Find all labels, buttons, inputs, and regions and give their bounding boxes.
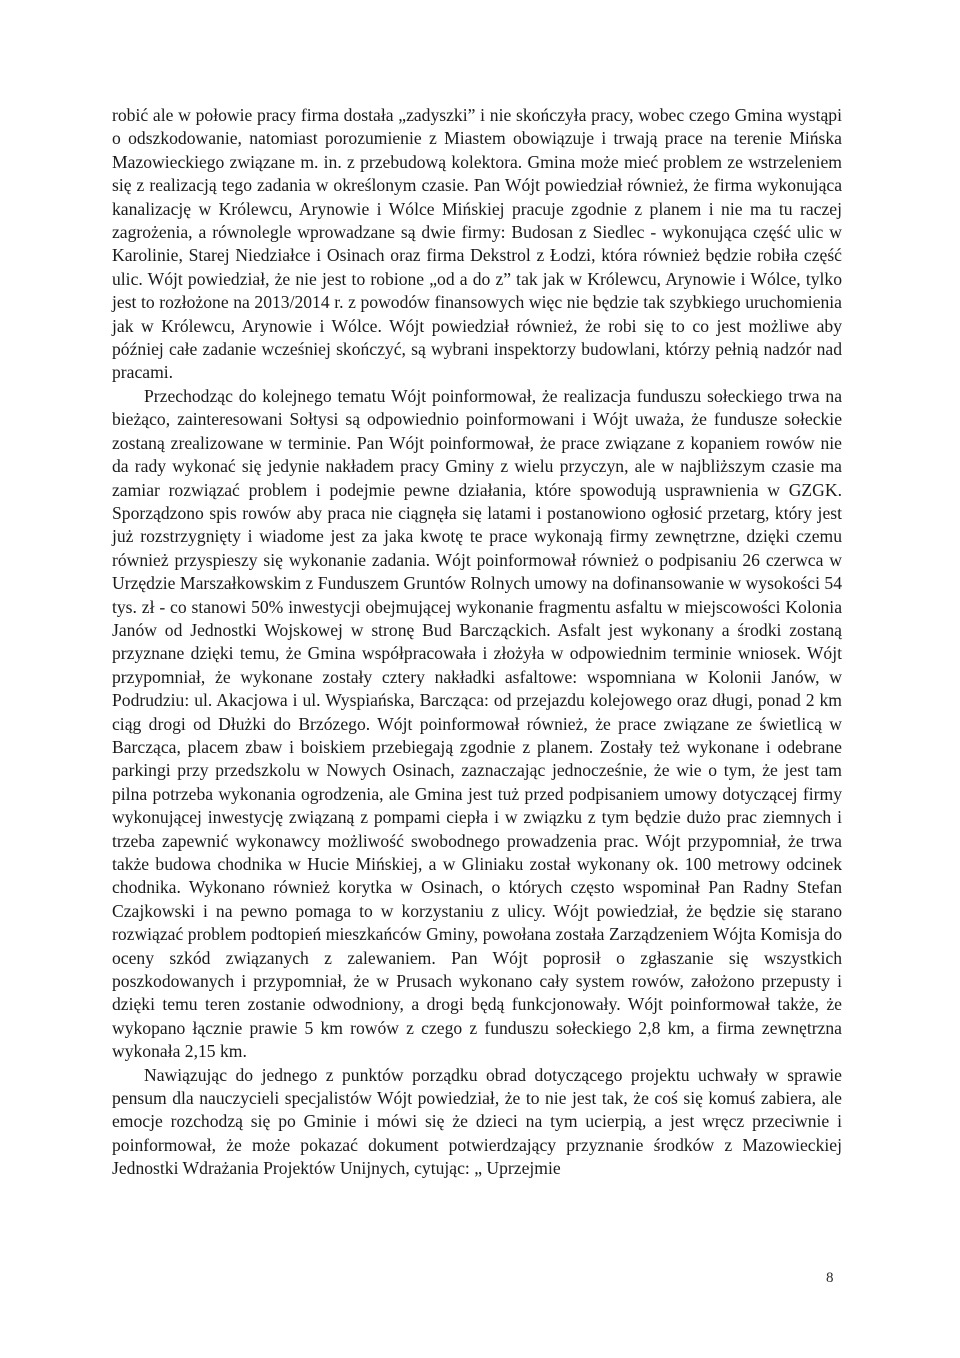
page-number: 8 — [826, 1270, 834, 1286]
paragraph-pensum-nauczycieli: Nawiązując do jednego z punktów porządku obrad dotyczącego projektu uchwały w sprawie pensum dla nauczycieli specjalistów Wójt powiedział, że to nie jest tak, że coś się komuś zabiera, ale emocje rozchodzą się po Gminie i mówi się że dzieci na tym ucierpią, a jest wręcz przeciwnie i poinformował, że może pokazać dokument potwierdzający przyznanie środków z Mazowieckiej Jednostki Wdrażania Projektów Unijnych, cytując: „ Uprzejmie — [112, 1064, 842, 1179]
paragraph-fundusz-solecki: Przechodząc do kolejnego tematu Wójt poinformował, że realizacja funduszu sołeckiego trwa na bieżąco, zainteresowani Sołtysi są odpowiednio poinformowani i Wójt uważa, że fundusze sołeckie zostaną zrealizowane w terminie. Pan Wójt poinformował, że prace związane z kopaniem rowów nie da rady wykonać się jedynie nakładem pracy Gminy z wielu przyczyn, ale w najbliższym czasie ma zamiar rozwiązać problem i podejmie pewne działania, które spowodują usprawnienia w GZGK. Sporządzono spis rowów aby praca nie ciągnęła się latami i postanowiono ogłosić przetarg, który jest już rozstrzygnięty i wiadome jest za jaka kwotę te prace wykonają firmy zewnętrzne, dzięki czemu również przyspieszy się wykonanie zadania. Wójt poinformował również o podpisaniu 26 czerwca w Urzędzie Marszałkowskim z Funduszem Gruntów Rolnych umowy na dofinansowanie w wysokości 54 tys. zł - co stanowi 50% inwestycji obejmującej wykonanie fragmentu asfaltu w miejscowości Kolonia Janów od Jednostki Wojskowej w stronę Bud Barcząckich. Asfalt jest wykonany a środki zostaną przyznane dzięki temu, że Gmina współpracowała i złożyła w odpowiednim terminie wniosek. Wójt przypomniał, że wykonane zostały cztery nakładki asfaltowe: wspomniana w Kolonii Janów, w Podrudziu: ul. Akacjowa i ul. Wyspiańska, Barcząca: od przejazdu kolejowego oraz długi, ponad 2 km ciąg drogi od Dłużki do Brzózego. Wójt poinformował również, że prace związane ze świetlicą w Barcząca, placem zbaw i boiskiem przebiegają zgodnie z planem. Zostały też wykonane i odebrane parkingi przy przedszkolu w Nowych Osinach, zaznaczając jednocześnie, że wie o tym, że jest tam pilna potrzeba wykonania ogrodzenia, ale Gmina jest tuż przed podpisaniem umowy dotyczącej firmy wykonującej inwestycję związaną z pompami ciepła i w związku z tym będzie dużo prac ziemnych i trzeba zapewnić wykonawcy możliwość swobodnego prowadzenia prac. Wójt przypomniał, że trwa także budowa chodnika w Hucie Mińskiej, a w Gliniaku został wykonany ok. 100 metrowy odcinek chodnika. Wykonano również korytka w Osinach, o których często wspominał Pan Radny Stefan Czajkowski i na pewno pomaga to w korzystaniu z ulicy. Wójt powiedział, że będzie się starano rozwiązać problem podtopień mieszkańców Gminy, powołana została Zarządzeniem Wójta Komisja do oceny szkód związanych z zalewaniem. Pan Wójt poprosił o zgłaszanie się wszystkich poszkodowanych i przypomniał, że w Prusach wykonano cały system rowów, założono przepusty i dzięki temu teren zostanie odwodniony, a drogi będą funkcjonowały. Wójt poinformował także, że wykopano łącznie prawie 5 km rowów z czego z funduszu sołeckiego 2,8 km, a firma zewnętrzna wykonała 2,15 km. — [112, 385, 842, 1062]
paragraph-kanalizacja: robić ale w połowie pracy firma dostała „zadyszki” i nie skończyła pracy, wobec czego Gmina wystąpi o odszkodowanie, natomiast porozumienie z Miastem obowiązuje i trwają prace na terenie Mińska Mazowieckiego związane m. in. z przebudową kolektora. Gmina może mieć problem ze wstrzeleniem się z realizacją tego zadania w określonym czasie. Pan Wójt powiedział również, że firma wykonująca kanalizację w Królewcu, Arynowie i Wólce Mińskiej pracuje zgodnie z planem i nie ma tu raczej zagrożenia, a równolegle wprowadzane są dwie firmy: Budosan z Siedlec - wykonująca część ulic w Karolinie, Starej Niedziałce i Osinach oraz firma Dekstrol z Łodzi, która również będzie robiła część ulic. Wójt powiedział, że nie jest to robione „od a do z” tak jak w Królewcu, Arynowie i Wólce, tylko jest to rozłożone na 2013/2014 r. z powodów finansowych więc nie będzie tak szybkiego uruchomienia jak w Królewcu, Arynowie i Wólce. Wójt powiedział również, że robi się to co jest możliwe aby później całe zadanie wcześniej skończyć, są wybrani inspektorzy budowlani, którzy pełnią nadzór nad pracami. — [112, 105, 842, 383]
document-page — [112, 104, 842, 1181]
